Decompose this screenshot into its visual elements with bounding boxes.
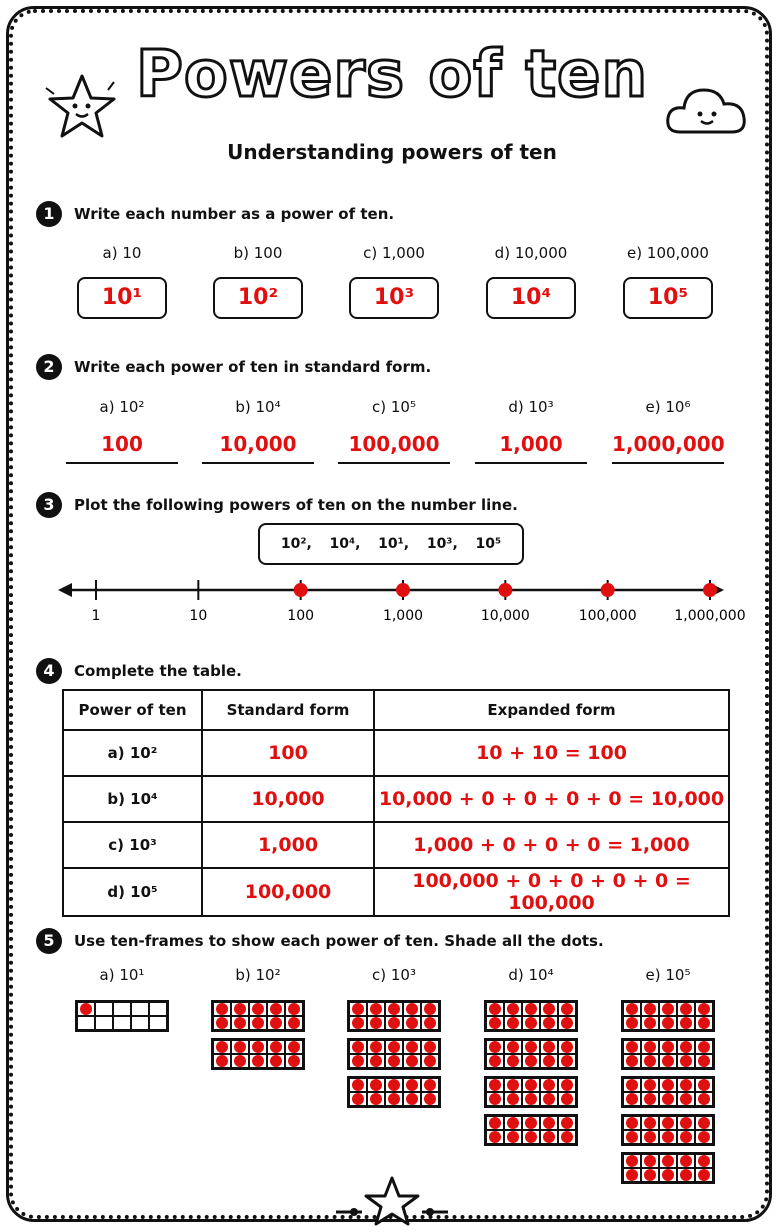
ten-frame-cell [486,1092,504,1106]
ten-frame-cell [540,1130,558,1144]
q5-label: b) 10² [235,966,281,984]
ten-frame-cell [349,1040,367,1054]
ten-frame-cell [349,1016,367,1030]
ten-frame-cell [695,1130,713,1144]
ten-frame-cell [349,1054,367,1068]
bottom-star-icon [336,1172,448,1228]
expanded-cell: 100,000 + 0 + 0 + 0 + 0 = 100,000 [374,868,729,916]
table-row [63,776,729,822]
ten-frame [621,1114,715,1146]
expanded-cell: 10,000 + 0 + 0 + 0 + 0 = 10,000 [374,776,729,822]
ten-frame-cell [486,1078,504,1092]
ten-frame [621,1000,715,1032]
power-list-item: 10⁴, [329,536,361,552]
question-3-instruction: Plot the following powers of ten on the number line. [74,496,518,514]
ten-frame-cell [149,1002,167,1016]
ten-frame-cell [213,1002,231,1016]
ten-frame-cell [486,1116,504,1130]
ten-frame-cell [659,1092,677,1106]
powers-list-box [258,523,524,565]
ten-frame-cell [522,1016,540,1030]
ten-frame-cell [285,1002,303,1016]
expanded-cell: 10 + 10 = 100 [374,730,729,776]
ten-frame-cell [486,1016,504,1030]
ten-frame-cell [540,1002,558,1016]
ten-frame-cell [695,1168,713,1182]
ten-frame-cell [385,1078,403,1092]
number-line-label: 100 [287,608,315,624]
ten-frame-cell [267,1040,285,1054]
ten-frame-cell [641,1078,659,1092]
q2-label: d) 10³ [508,398,554,416]
table-header: Expanded form [374,690,729,730]
ten-frame-cell [677,1040,695,1054]
q1-answer-box: 10² [213,277,303,319]
ten-frame-cell [522,1040,540,1054]
expanded-cell: 1,000 + 0 + 0 + 0 = 1,000 [374,822,729,868]
ten-frame-cell [695,1016,713,1030]
ten-frame-cell [641,1130,659,1144]
ten-frame-cell [421,1092,439,1106]
ten-frame-cell [641,1168,659,1182]
ten-frame-group [621,1000,715,1190]
power-list-item: 10¹, [378,536,410,552]
ten-frame-cell [349,1078,367,1092]
q1-label: a) 10 [102,244,142,262]
ten-frame [347,1038,441,1070]
standard-cell: 10,000 [202,776,374,822]
ten-frame-cell [623,1168,641,1182]
ten-frame-cell [677,1116,695,1130]
page-title: Powers of ten [136,38,648,112]
ten-frame-cell [623,1092,641,1106]
ten-frame [347,1000,441,1032]
ten-frame-cell [77,1002,95,1016]
ten-frame-cell [695,1078,713,1092]
ten-frame-cell [504,1092,522,1106]
ten-frame-cell [421,1040,439,1054]
ten-frame-cell [403,1054,421,1068]
ten-frame-cell [403,1092,421,1106]
ten-frame [484,1114,578,1146]
ten-frame-cell [385,1016,403,1030]
ten-frame [484,1038,578,1070]
ten-frame-cell [403,1002,421,1016]
ten-frame-cell [504,1016,522,1030]
ten-frame-cell [504,1054,522,1068]
power-cell: c) 10³ [63,822,202,868]
q1-label: b) 100 [233,244,283,262]
ten-frame-cell [659,1130,677,1144]
ten-frame-cell [385,1002,403,1016]
q5-label: e) 10⁵ [645,966,691,984]
ten-frame-cell [677,1154,695,1168]
ten-frame-cell [558,1078,576,1092]
ten-frame-cell [213,1040,231,1054]
ten-frame-cell [421,1054,439,1068]
table-header: Standard form [202,690,374,730]
ten-frame-cell [677,1092,695,1106]
ten-frame [211,1038,305,1070]
question-4-instruction: Complete the table. [74,662,242,680]
plotted-point [498,583,512,597]
number-line-label: 1,000,000 [674,608,746,624]
ten-frame-cell [623,1002,641,1016]
power-list-item: 10⁵ [475,536,502,552]
q2-answer: 10,000 [202,432,314,464]
ten-frame-cell [131,1002,149,1016]
ten-frame-group [75,1000,169,1038]
ten-frame [621,1076,715,1108]
standard-cell: 1,000 [202,822,374,868]
ten-frame-cell [367,1002,385,1016]
ten-frame-cell [367,1054,385,1068]
ten-frame-cell [558,1130,576,1144]
q1-answer-box: 10⁴ [486,277,576,319]
ten-frame-cell [641,1016,659,1030]
left-arrow-icon [58,583,72,597]
ten-frame-cell [285,1040,303,1054]
q5-label: a) 10¹ [99,966,145,984]
ten-frame [621,1038,715,1070]
ten-frame-cell [421,1016,439,1030]
ten-frame-cell [641,1040,659,1054]
q1-answer-box: 10⁵ [623,277,713,319]
ten-frame-cell [677,1168,695,1182]
ten-frame-cell [695,1116,713,1130]
standard-cell: 100,000 [202,868,374,916]
ten-frame-cell [623,1130,641,1144]
ten-frame-cell [641,1092,659,1106]
ten-frame-group [347,1000,441,1114]
question-number-4: 4 [36,658,62,684]
question-number-5: 5 [36,928,62,954]
q5-label: c) 10³ [372,966,416,984]
ten-frame-cell [522,1054,540,1068]
ten-frame-cell [95,1002,113,1016]
ten-frame-cell [641,1002,659,1016]
ten-frame [484,1076,578,1108]
q5-label: d) 10⁴ [508,966,554,984]
ten-frame [211,1000,305,1032]
ten-frame-cell [149,1016,167,1030]
ten-frame-cell [504,1078,522,1092]
ten-frame-cell [231,1002,249,1016]
q1-answer-box: 10³ [349,277,439,319]
ten-frame-cell [267,1016,285,1030]
ten-frame-cell [249,1040,267,1054]
q2-label: b) 10⁴ [235,398,281,416]
ten-frame-cell [558,1002,576,1016]
ten-frame-cell [367,1040,385,1054]
question-number-2: 2 [36,354,62,380]
question-5-instruction: Use ten-frames to show each power of ten. Shade all the dots. [74,932,604,950]
ten-frame-cell [249,1054,267,1068]
q2-label: c) 10⁵ [372,398,416,416]
ten-frame [621,1152,715,1184]
ten-frame-cell [623,1116,641,1130]
q2-answer: 1,000,000 [612,432,724,464]
ten-frame-cell [695,1054,713,1068]
ten-frame-cell [421,1002,439,1016]
ten-frame-cell [385,1054,403,1068]
ten-frame-cell [504,1002,522,1016]
ten-frame-cell [249,1002,267,1016]
ten-frame-cell [403,1016,421,1030]
ten-frame-cell [641,1154,659,1168]
ten-frame-cell [695,1040,713,1054]
ten-frame-cell [421,1078,439,1092]
ten-frame-cell [231,1054,249,1068]
ten-frame-cell [486,1040,504,1054]
ten-frame-cell [213,1016,231,1030]
ten-frame-cell [95,1016,113,1030]
q2-answer: 100 [66,432,178,464]
number-line-label: 10,000 [480,608,530,624]
question-1-instruction: Write each number as a power of ten. [74,205,395,223]
ten-frame-cell [659,1078,677,1092]
number-line-label: 1,000 [382,608,424,624]
q2-label: a) 10² [99,398,145,416]
ten-frame-cell [504,1040,522,1054]
ten-frame-cell [558,1092,576,1106]
ten-frame-cell [540,1092,558,1106]
table-row [63,822,729,868]
ten-frame-cell [659,1168,677,1182]
ten-frame-cell [540,1054,558,1068]
ten-frame-cell [131,1016,149,1030]
ten-frame-cell [285,1016,303,1030]
ten-frame-cell [349,1092,367,1106]
number-line-label: 1 [91,608,101,624]
ten-frame [347,1076,441,1108]
power-list-item: 10², [280,536,312,552]
ten-frame-cell [113,1002,131,1016]
number-line-label: 10 [189,608,208,624]
ten-frame-cell [522,1078,540,1092]
ten-frame-cell [231,1016,249,1030]
ten-frame-cell [677,1002,695,1016]
ten-frame-cell [504,1130,522,1144]
ten-frame-cell [385,1040,403,1054]
ten-frame-cell [558,1016,576,1030]
q1-label: c) 1,000 [363,244,425,262]
q1-label: e) 100,000 [627,244,709,262]
ten-frame-cell [267,1054,285,1068]
ten-frame [75,1000,169,1032]
ten-frame-cell [113,1016,131,1030]
ten-frame-cell [623,1078,641,1092]
ten-frame-cell [540,1078,558,1092]
ten-frame-cell [659,1002,677,1016]
ten-frame-cell [623,1054,641,1068]
ten-frame-cell [677,1130,695,1144]
ten-frame-cell [522,1092,540,1106]
ten-frame-cell [522,1002,540,1016]
ten-frame-cell [486,1054,504,1068]
question-number-1: 1 [36,201,62,227]
ten-frame-cell [623,1016,641,1030]
ten-frame-cell [623,1040,641,1054]
q2-answer: 1,000 [475,432,587,464]
power-cell: d) 10⁵ [63,868,202,916]
ten-frame-cell [486,1002,504,1016]
ten-frame-cell [522,1130,540,1144]
ten-frame-cell [659,1054,677,1068]
ten-frame-cell [641,1054,659,1068]
ten-frame-cell [623,1154,641,1168]
ten-frame-cell [367,1078,385,1092]
standard-cell: 100 [202,730,374,776]
ten-frame-cell [695,1002,713,1016]
ten-frame-cell [659,1116,677,1130]
page-subtitle: Understanding powers of ten [227,140,557,164]
ten-frame-cell [659,1016,677,1030]
ten-frame-cell [403,1078,421,1092]
q1-answer-box: 10¹ [77,277,167,319]
ten-frame-cell [540,1040,558,1054]
question-2-instruction: Write each power of ten in standard form. [74,358,432,376]
number-line-label: 100,000 [578,608,637,624]
ten-frame-cell [367,1092,385,1106]
plotted-point [601,583,615,597]
ten-frame-cell [522,1116,540,1130]
ten-frame-cell [213,1054,231,1068]
ten-frame-cell [504,1116,522,1130]
ten-frame-cell [267,1002,285,1016]
power-list-item: 10³, [426,536,458,552]
plotted-point [703,583,717,597]
ten-frame-cell [677,1078,695,1092]
ten-frame-cell [249,1016,267,1030]
ten-frame-cell [659,1040,677,1054]
table-row [63,868,729,916]
ten-frame-group [211,1000,305,1076]
ten-frame-cell [558,1040,576,1054]
plotted-point [396,583,410,597]
ten-frame-cell [486,1130,504,1144]
ten-frame-cell [540,1116,558,1130]
table-row [63,730,729,776]
ten-frame-cell [641,1116,659,1130]
ten-frame-cell [77,1016,95,1030]
ten-frame-cell [695,1092,713,1106]
ten-frame-cell [231,1040,249,1054]
ten-frame-cell [285,1054,303,1068]
ten-frame [484,1000,578,1032]
ten-frame-group [484,1000,578,1152]
ten-frame-cell [540,1016,558,1030]
ten-frame-cell [558,1116,576,1130]
plotted-point [294,583,308,597]
ten-frame-cell [677,1016,695,1030]
ten-frame-cell [695,1154,713,1168]
powers-table [62,689,730,917]
table-header: Power of ten [63,690,202,730]
ten-frame-cell [349,1002,367,1016]
q1-label: d) 10,000 [494,244,568,262]
ten-frame-cell [558,1054,576,1068]
ten-frame-cell [659,1154,677,1168]
number-line [56,574,746,634]
ten-frame-cell [403,1040,421,1054]
power-cell: a) 10² [63,730,202,776]
ten-frame-cell [367,1016,385,1030]
power-cell: b) 10⁴ [63,776,202,822]
question-number-3: 3 [36,492,62,518]
q2-label: e) 10⁶ [645,398,691,416]
q2-answer: 100,000 [338,432,450,464]
ten-frame-cell [385,1092,403,1106]
ten-frame-cell [677,1054,695,1068]
